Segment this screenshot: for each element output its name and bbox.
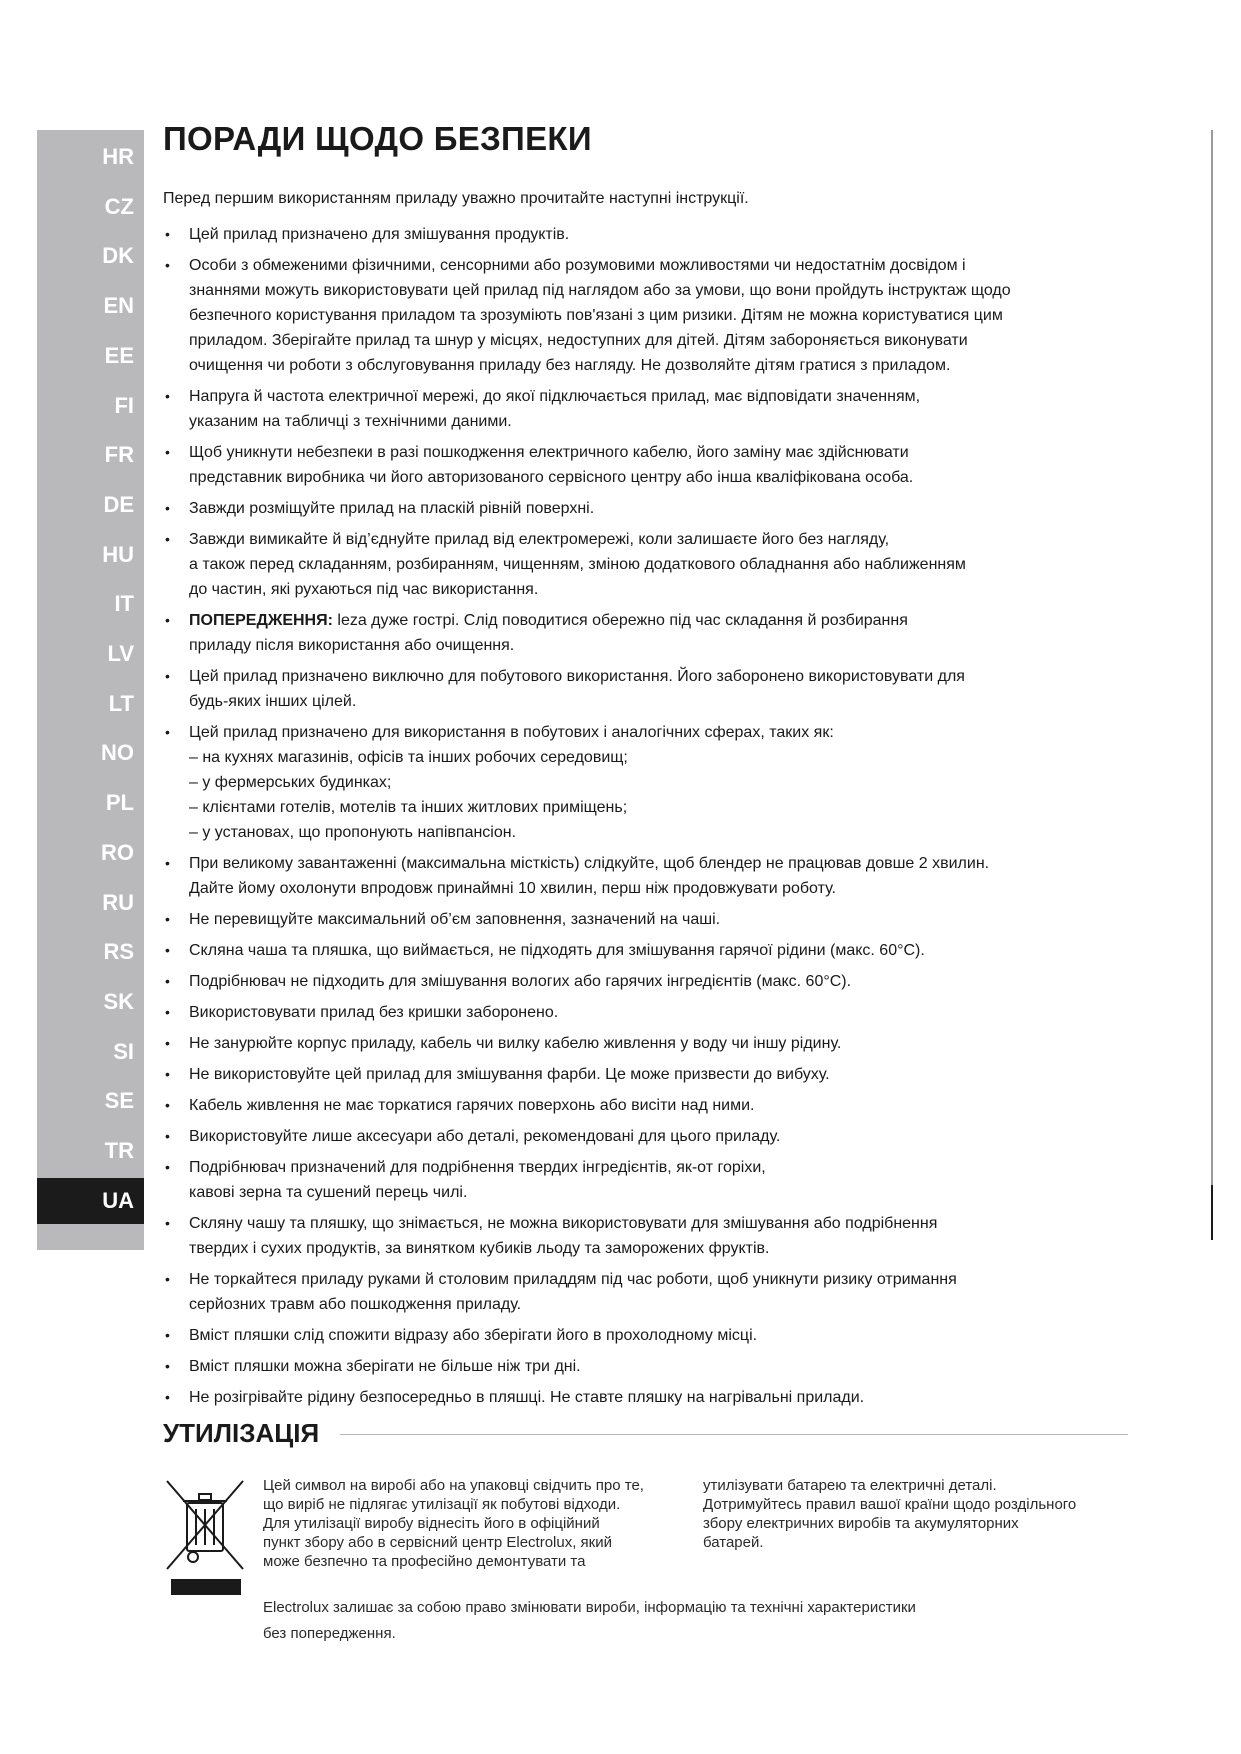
lang-tab-ua[interactable]: UA	[37, 1178, 144, 1224]
lang-tab-si[interactable]: SI	[113, 1038, 134, 1064]
lang-tab-en[interactable]: EN	[103, 293, 134, 319]
lang-tab-lt[interactable]: LT	[108, 690, 134, 716]
rule-line: твердих і сухих продуктів, за винятком кубиків льоду та заморожених фруктів.	[189, 1240, 770, 1257]
safety-rule-item	[163, 1155, 1123, 1205]
rule-line: приладом. Зберігайте прилад та шнур у місцях, недоступних для дітей. Дітям забороняється виконувати	[189, 332, 968, 349]
lang-tab-hu[interactable]: HU	[102, 541, 134, 567]
rule-line: • Напруга й частота електричної мережі, до якої підключається прилад, має відповідати значенням,	[189, 388, 921, 405]
safety-rule-item	[163, 222, 1123, 247]
text-line: утилізувати батарею та електричні деталі.	[703, 1477, 997, 1494]
rule-line: серйозних травм або пошкодження приладу.	[189, 1296, 522, 1313]
text-line: збору електричних виробів та акумуляторних	[703, 1515, 1019, 1532]
safety-rule-item	[163, 496, 1123, 521]
rule-line: • Вміст пляшки слід спожити відразу або зберігати його в прохолодному місці.	[189, 1327, 758, 1344]
lang-tab-it[interactable]: IT	[114, 591, 134, 617]
lang-tab-ru[interactable]: RU	[102, 889, 134, 915]
safety-rules-list	[163, 222, 1123, 1416]
rule-line: • Вміст пляшки можна зберігати не більше ніж три дні.	[189, 1358, 581, 1375]
intro-text: Перед першим використанням приладу уважно прочитайте наступні інструкції.	[163, 190, 749, 207]
safety-rule-item	[163, 1000, 1123, 1025]
rule-line: • Щоб уникнути небезпеки в разі пошкодження електричного кабелю, його заміну має здійснювати	[189, 444, 909, 461]
rule-line: • Подрібнювач не підходить для змішування вологих або гарячих інгредієнтів (макс. 60°C).	[189, 973, 852, 990]
rule-line: • Використовуйте лише аксесуари або деталі, рекомендовані для цього приладу.	[189, 1128, 781, 1145]
safety-rule-item	[163, 1124, 1123, 1149]
text-line: Дотримуйтесь правил вашої країни щодо роздільного	[703, 1496, 1077, 1513]
safety-rule-item	[163, 1323, 1123, 1348]
warning-label: ПОПЕРЕДЖЕННЯ:	[189, 612, 333, 629]
safety-rule-item	[163, 1093, 1123, 1118]
lang-tab-fi[interactable]: FI	[114, 392, 134, 418]
safety-rule-item	[163, 664, 1123, 714]
rule-line: • Завжди вимикайте й від’єднуйте прилад від електромережі, коли залишаєте його без нагляду,	[189, 531, 890, 548]
rule-line: знаннями можуть використовувати цей прилад під наглядом або за умови, що вони пройдуть інструктаж щодо	[189, 282, 1011, 299]
lang-tab-cz[interactable]: CZ	[104, 193, 134, 219]
safety-rule-item	[163, 1354, 1123, 1379]
safety-rule-item	[163, 1267, 1123, 1317]
lang-tab-dk[interactable]: DK	[102, 243, 134, 269]
rule-line: • Кабель живлення не має торкатися гарячих поверхонь або висіти над ними.	[189, 1097, 755, 1114]
safety-rule-item	[163, 384, 1123, 434]
rule-line: • Цей прилад призначено виключно для побутового використання. Його заборонено використовувати для	[189, 668, 965, 685]
rule-line	[189, 608, 1123, 633]
crossed-bin-icon	[163, 1477, 248, 1597]
rule-line: • Скляну чашу та пляшку, що знімається, не можна використовувати для змішування або подрібнення	[189, 1215, 938, 1232]
safety-rule-item	[163, 1211, 1123, 1261]
text-line: Для утилізації виробу віднесіть його в офіційний	[263, 1515, 600, 1532]
safety-rule-item	[163, 253, 1123, 378]
rule-line: • Особи з обмеженими фізичними, сенсорними або розумовими можливостями чи недостатнім досвідом і	[189, 257, 966, 274]
text-line: без попередження.	[263, 1625, 396, 1642]
page-title: ПОРАДИ ЩОДО БЕЗПЕКИ	[163, 120, 592, 157]
lang-tab-tr[interactable]: TR	[104, 1138, 134, 1163]
lang-tab-pl[interactable]: PL	[105, 790, 134, 816]
rule-line: Дайте йому охолонути впродовж принаймні 10 хвилин, перш ніж продовжувати роботу.	[189, 880, 836, 897]
rule-line: • Цей прилад призначено для використання в побутових і аналогічних сферах, таких як:	[189, 724, 834, 741]
rule-line: • Використовувати прилад без кришки заборонено.	[189, 1004, 559, 1021]
safety-rule-item	[163, 440, 1123, 490]
rule-line: • При великому завантаженні (максимальна місткість) слідкуйте, щоб блендер не працював довше 2 хвилин.	[189, 855, 990, 872]
safety-rule-item	[163, 851, 1123, 901]
rule-line: указаним на табличці з технічними даними.	[189, 413, 512, 430]
text-line: батарей.	[703, 1534, 764, 1551]
safety-rule-item	[163, 527, 1123, 602]
disclaimer-note	[263, 1595, 916, 1647]
rule-line: • Подрібнювач призначений для подрібнення твердих інгредієнтів, як-от горіхи,	[189, 1159, 766, 1176]
lang-tab-ro[interactable]: RO	[101, 839, 134, 865]
right-margin-marker	[1211, 1185, 1213, 1240]
safety-rule-item	[163, 907, 1123, 932]
rule-line: – клієнтами готелів, мотелів та інших житлових приміщень;	[189, 799, 628, 816]
section-divider	[340, 1434, 1128, 1435]
rule-line: представник виробника чи його авторизованого сервісного центру або інша кваліфікована особа.	[189, 469, 914, 486]
text-line: Electrolux залишає за собою право змінювати вироби, інформацію та технічні характеристики	[263, 1599, 916, 1616]
rule-line: очищення чи роботи з обслуговування приладу без нагляду. Не дозволяйте дітям гратися з приладом.	[189, 357, 951, 374]
rule-line: • Не перевищуйте максимальний об’єм заповнення, зазначений на чаші.	[189, 911, 721, 928]
text-line: пункт збору або в сервісний центр Electrolux, який	[263, 1534, 612, 1551]
rule-line: • Цей прилад призначено для змішування продуктів.	[189, 226, 570, 243]
warning-text: leza дуже гострі. Слід поводитися обережно під час складання й розбирання	[332, 612, 908, 629]
rule-line: приладу після використання або очищення.	[189, 637, 515, 654]
lang-tab-hr[interactable]: HR	[102, 144, 134, 169]
safety-rule-item	[163, 608, 1123, 658]
rule-line: • Не розігрівайте рідину безпосередньо в пляшці. Не ставте пляшку на нагрівальні прилади.	[189, 1389, 865, 1406]
lang-tab-no[interactable]: NO	[101, 740, 134, 766]
rule-line: до частин, які рухаються під час використання.	[189, 581, 539, 598]
safety-rule-item	[163, 720, 1123, 845]
lang-tab-rs[interactable]: RS	[103, 939, 134, 965]
lang-tab-fr[interactable]: FR	[104, 442, 134, 468]
rule-line: • Не торкайтеся приладу руками й столовим приладдям під час роботи, щоб уникнути ризику отримання	[189, 1271, 957, 1288]
rule-line: – у установах, що пропонують напівпансіон.	[189, 824, 517, 841]
rule-line: а також перед складанням, розбиранням, чищенням, зміною додаткового обладнання або наближенням	[189, 556, 966, 573]
safety-rule-item	[163, 938, 1123, 963]
rule-line: будь-яких інших цілей.	[189, 693, 357, 710]
rule-line: – на кухнях магазинів, офісів та інших робочих середовищ;	[189, 749, 628, 766]
disposal-text-column-1	[263, 1476, 644, 1571]
rule-line: • Скляна чаша та пляшка, що виймається, не підходять для змішування гарячої рідини (макс. 60°C).	[189, 942, 925, 959]
safety-rule-item	[163, 1062, 1123, 1087]
rule-line: • Не використовуйте цей прилад для змішування фарби. Це може призвести до вибуху.	[189, 1066, 830, 1083]
safety-rule-item	[163, 1385, 1123, 1410]
lang-tab-ee[interactable]: EE	[104, 342, 134, 368]
right-margin-rule	[1211, 130, 1213, 1185]
disposal-text-column-2	[703, 1476, 1076, 1552]
rule-line: кавові зерна та сушений перець чилі.	[189, 1184, 468, 1201]
rule-line: безпечного користування приладом та зрозуміють пов'язані з цим ризики. Дітям не можна користуватися цим	[189, 307, 1003, 324]
rule-line: – у фермерських будинках;	[189, 774, 392, 791]
safety-rule-item	[163, 1031, 1123, 1056]
text-line: Цей символ на виробі або на упаковці свідчить про те,	[263, 1477, 644, 1494]
text-line: що виріб не підлягає утилізації як побутові відходи.	[263, 1496, 621, 1513]
lang-tab-se[interactable]: SE	[104, 1088, 134, 1114]
lang-tab-sk[interactable]: SK	[103, 988, 134, 1014]
disposal-title: УТИЛІЗАЦІЯ	[163, 1418, 320, 1448]
lang-tab-lv[interactable]: LV	[107, 641, 134, 666]
rule-line: • Не занурюйте корпус приладу, кабель чи вилку кабелю живлення у воду чи іншу рідину.	[189, 1035, 842, 1052]
text-line: може безпечно та професійно демонтувати та	[263, 1553, 586, 1570]
rule-line: • Завжди розміщуйте прилад на пласкій рівній поверхні.	[189, 500, 595, 517]
safety-rule-item	[163, 969, 1123, 994]
lang-tab-de[interactable]: DE	[103, 491, 134, 517]
